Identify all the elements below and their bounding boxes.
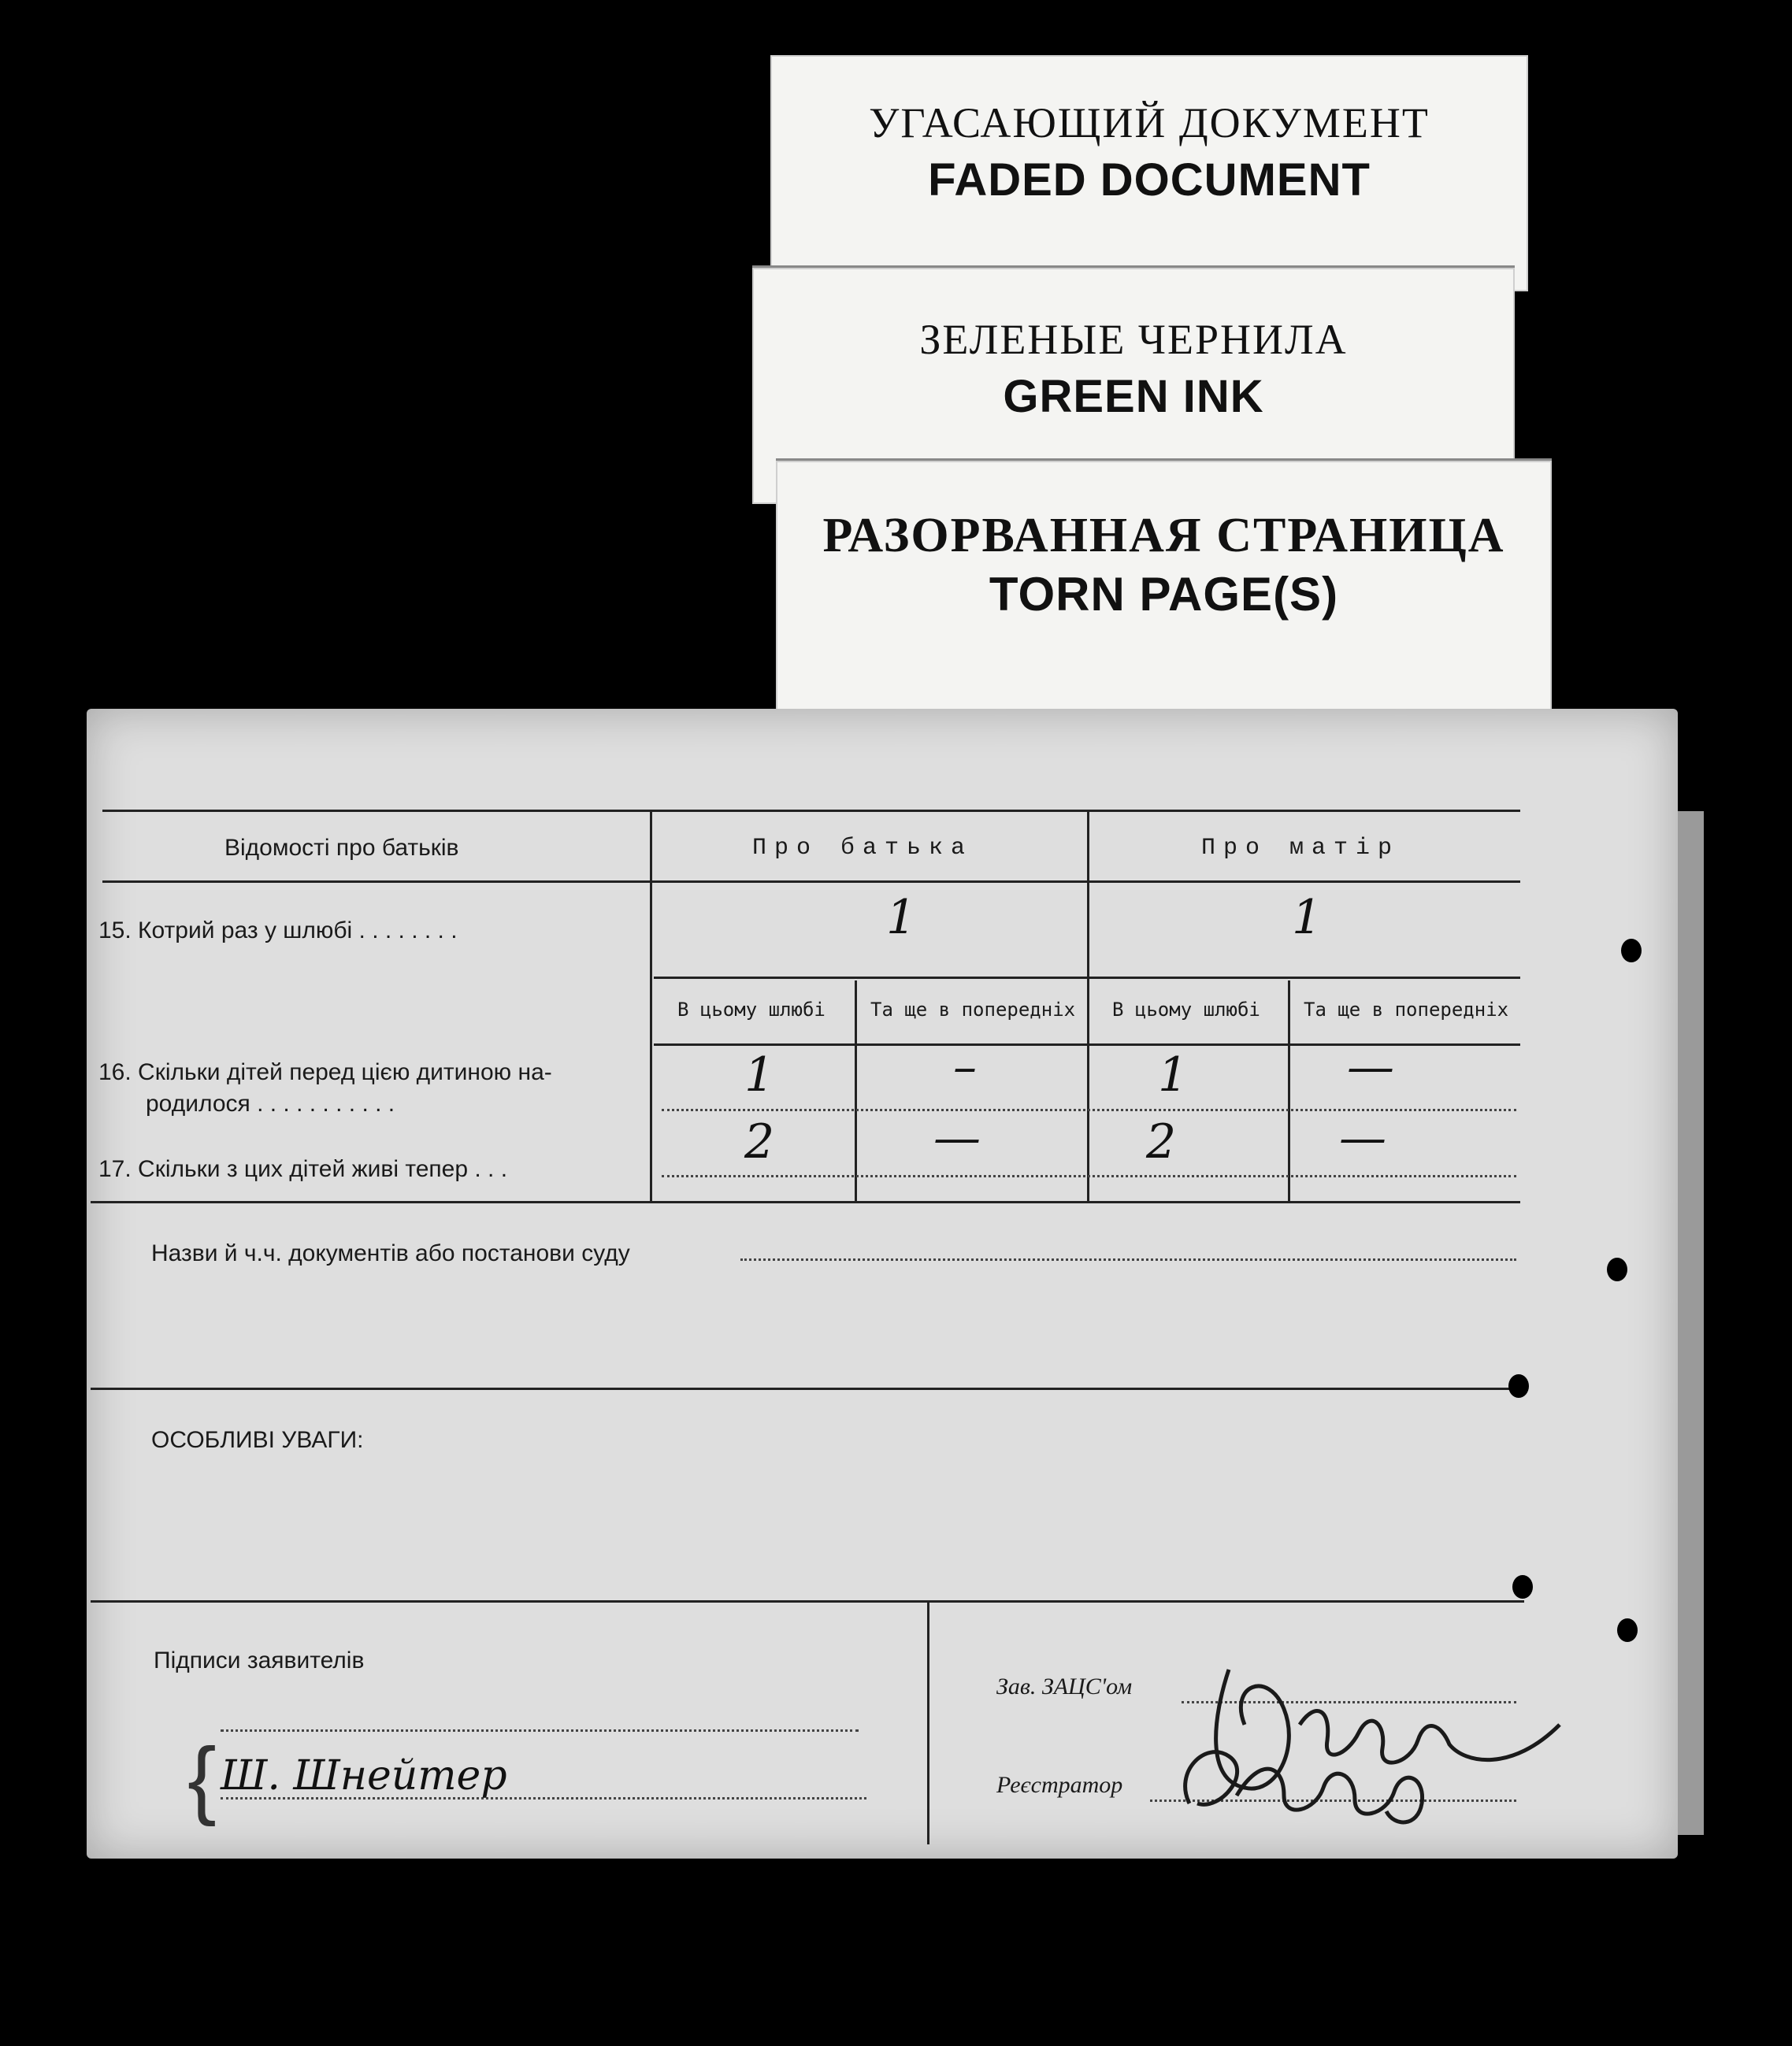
header-parents-info: Відомості про батьків <box>224 835 459 861</box>
faded-document-label <box>770 55 1528 291</box>
row16-father-previous: – <box>953 1040 977 1095</box>
header-bottom-border <box>102 880 1520 883</box>
col-divider-info <box>650 810 652 1201</box>
col-divider-mother-sub <box>1288 980 1290 1201</box>
header-mother: Про матір <box>1201 835 1401 862</box>
row16-dotted-line <box>662 1109 1516 1111</box>
row16-label-line2: родилося . . . . . . . . . . . <box>146 1091 395 1117</box>
documents-dotted-line <box>740 1258 1516 1261</box>
row15-label: 15. Котрий раз у шлюбі . . . . . . . . <box>98 917 458 943</box>
row16-mother-current: 1 <box>1158 1047 1189 1103</box>
table-bottom-border <box>91 1201 1520 1203</box>
green-label-ru: ЗЕЛЕНЫЕ ЧЕРНИЛА <box>919 316 1348 363</box>
applicant-signature: Ш. Шнейтер <box>221 1752 507 1800</box>
subheader-mother-previous: Та ще в попередніх <box>1304 999 1509 1021</box>
torn-label-en: TORN PAGE(S) <box>989 568 1339 621</box>
faded-label-en: FADED DOCUMENT <box>928 154 1371 206</box>
punch-hole-3 <box>1508 1374 1529 1398</box>
row15-father-value: 1 <box>886 890 917 945</box>
punch-hole-1 <box>1621 939 1642 962</box>
torn-label-ru: РАЗОРВАННАЯ СТРАНИЦА <box>822 509 1505 562</box>
punch-hole-5 <box>1617 1618 1638 1642</box>
header-father: Про батька <box>752 835 974 862</box>
subheader-father-previous: Та ще в попередніх <box>870 999 1076 1021</box>
row15-mother-value: 1 <box>1292 890 1323 945</box>
row17-father-current: 2 <box>744 1114 775 1169</box>
row17-father-previous: — <box>933 1110 981 1166</box>
signatures-divider <box>927 1600 929 1844</box>
row17-mother-previous: — <box>1339 1110 1386 1166</box>
col-divider-parents <box>1087 810 1089 1201</box>
row17-label: 17. Скільки з цих дітей живі тепер . . . <box>98 1156 508 1182</box>
faded-label-ru: УГАСАЮЩИЙ ДОКУМЕНТ <box>869 99 1430 146</box>
remarks-top-border <box>91 1388 1524 1390</box>
torn-page-label <box>776 461 1552 713</box>
col-divider-father-sub <box>855 980 857 1201</box>
signature-line-1 <box>221 1729 859 1732</box>
row16-mother-previous: — <box>1347 1040 1394 1095</box>
head-label: Зав. ЗАЦС'ом <box>996 1673 1133 1699</box>
punch-hole-2 <box>1607 1258 1627 1281</box>
signatures-brace: { <box>187 1730 217 1827</box>
punch-hole-4 <box>1512 1575 1533 1599</box>
row17-dotted-line <box>662 1175 1516 1177</box>
row17-mother-current: 2 <box>1146 1114 1177 1169</box>
remarks-label: ОСОБЛИВІ УВАГИ: <box>151 1427 364 1453</box>
documents-label: Назви й ч.ч. документів або постанови суду <box>151 1240 630 1266</box>
table-top-border <box>102 810 1520 812</box>
registrar-label: Реєстратор <box>996 1772 1123 1798</box>
row16-father-current: 1 <box>744 1047 775 1103</box>
subheader-mother-current: В цьому шлюбі <box>1112 999 1260 1021</box>
signatures-label: Підписи заявителів <box>154 1648 365 1673</box>
row16-label-line1: 16. Скільки дітей перед цією дитиною на- <box>98 1059 552 1085</box>
signatures-top-border <box>91 1600 1524 1603</box>
registrar-signature-scribble <box>1158 1725 1473 1843</box>
subheader-father-current: В цьому шлюбі <box>677 999 826 1021</box>
green-label-en: GREEN INK <box>1003 371 1264 422</box>
